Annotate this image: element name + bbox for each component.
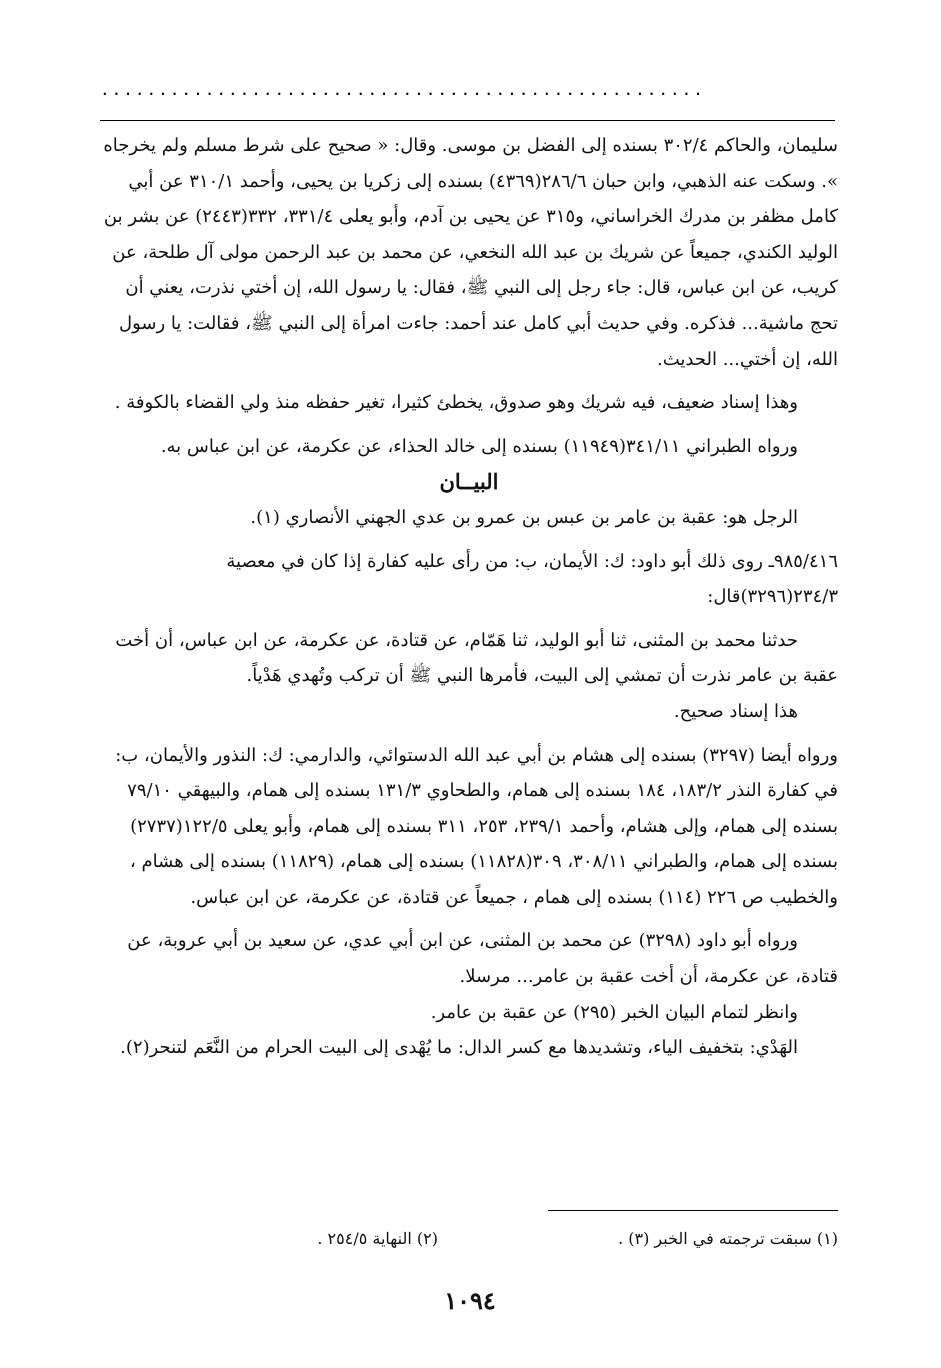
paragraph-hadith-sources: سليمان، والحاكم ٣٠٢/٤ بسنده إلى الفضل بن موسى. وقال: « صحيح على شرط مسلم ولم يخرجاه ». وسكت عنه الذهبي، وابن حبان ٢٨٦/٦(٤٣٦٩) بسنده إلى زكريا بن يحيى، وأحمد ٣١٠/١ عن أبي كامل مظفر بن مدرك الخراساني، و٣١٥ عن يحيى بن آدم، وأبو يعلى ٣٣١/٤، ٣٣٢(٢٤٤٣) عن بشر بن الوليد الكندي، جميعاً عن شريك بن عبد الله النخعي، عن محمد بن عبد الرحمن مولى آل طلحة، عن كريب، عن ابن عباس، قال: جاء رجل إلى النبي ﷺ، فقال: يا رسول الله، إن أختي نذرت، يعني أن تحج ماشية... فذكره. وفي حديث أبي كامل عند أحمد: جاءت امرأة إلى النبي ﷺ، فقالت: يا رسول الله، إن أختي... الحديث. — [103, 135, 838, 370]
paragraph-hady-definition: الهَدْي: بتخفيف الياء، وتشديدها مع كسر الدال: ما يُهْدى إلى البيت الحرام من النَّعَم لتنحر(٢). — [120, 1037, 798, 1059]
footnote-rule — [548, 1210, 838, 1211]
paragraph-tabarani: ورواه الطبراني ٣٤١/١١(١١٩٤٩) بسنده إلى خالد الحذاء، عن عكرمة، عن ابن عباس به. — [160, 435, 798, 457]
paragraph-hadith-number: ٩٨٥/٤١٦ـ روى ذلك أبو داود: ك: الأيمان، ب: من رأى عليه كفارة إذا كان في معصية ٢٣٤/٣(٣٢٩٦)قال: — [226, 550, 838, 608]
paragraph-isnad-weak: وهذا إسناد ضعيف، فيه شريك وهو صدوق، يخطئ كثيرا، تغير حفظه منذ ولي القضاء بالكوفة . — [114, 392, 798, 414]
top-rule — [100, 120, 835, 121]
footnote-2: (٢) النهاية ٢٥٤/٥ . — [317, 1229, 438, 1248]
page-body — [100, 128, 838, 1066]
page-number: ١٠٩٤ — [444, 1286, 496, 1315]
paragraph-man-identity: الرجل هو: عقبة بن عامر بن عبس بن عمرو بن عدي الجهني الأنصاري (١). — [250, 506, 798, 528]
paragraph-see-also: وانظر لتمام البيان الخبر (٢٩٥) عن عقبة بن عامر. — [430, 1001, 798, 1023]
paragraph-abu-dawud-mursal: ورواه أبو داود (٣٢٩٨) عن محمد بن المثنى، عن ابن أبي عدي، عن سعيد بن أبي عروبة، عن قتادة، عن عكرمة، أن أخت عقبة بن عامر... مرسلا. — [127, 930, 838, 988]
dotted-separator: .................................................... — [100, 80, 705, 99]
section-heading: البيــان — [439, 469, 499, 495]
footnotes — [100, 1226, 838, 1252]
paragraph-isnad-sahih: هذا إسناد صحيح. — [673, 700, 798, 722]
paragraph-hadith-text: حدثنا محمد بن المثنى، ثنا أبو الوليد، ثنا هَمّام، عن قتادة، عن عكرمة، عن ابن عباس، أن أخت عقبة بن عامر نذرت أن تمشي إلى البيت، فأمرها النبي ﷺ أن تركب وتُهدي هَدْياً. — [115, 629, 838, 687]
paragraph-other-narrations: ورواه أيضا (٣٢٩٧) بسنده إلى هشام بن أبي عبد الله الدستوائي، والدارمي: ك: النذور والأيمان، ب: في كفارة النذر ١٨٣/٢، ١٨٤ بسنده إلى همام، والطحاوي ١٣١/٣ بسنده إلى همام، والبيهقي ٧٩/١٠ بسنده إلى همام، وإلى هشام، وأحمد ٢٣٩/١، ٢٥٣، ٣١١ بسنده إلى همام، وأبو يعلى ١٢٢/٥(٢٧٣٧) بسنده إلى همام، والطبراني ٣٠٨/١١، ٣٠٩(١١٨٢٨) بسنده إلى همام، (١١٨٢٩) بسنده إلى هشام ، والخطيب ص ٢٢٦ (١١٤) بسنده إلى همام ، جميعاً عن قتادة، عن عكرمة، عن ابن عباس. — [115, 744, 838, 908]
footnote-1: (١) سبقت ترجمته في الخبر (٣) . — [618, 1229, 838, 1248]
